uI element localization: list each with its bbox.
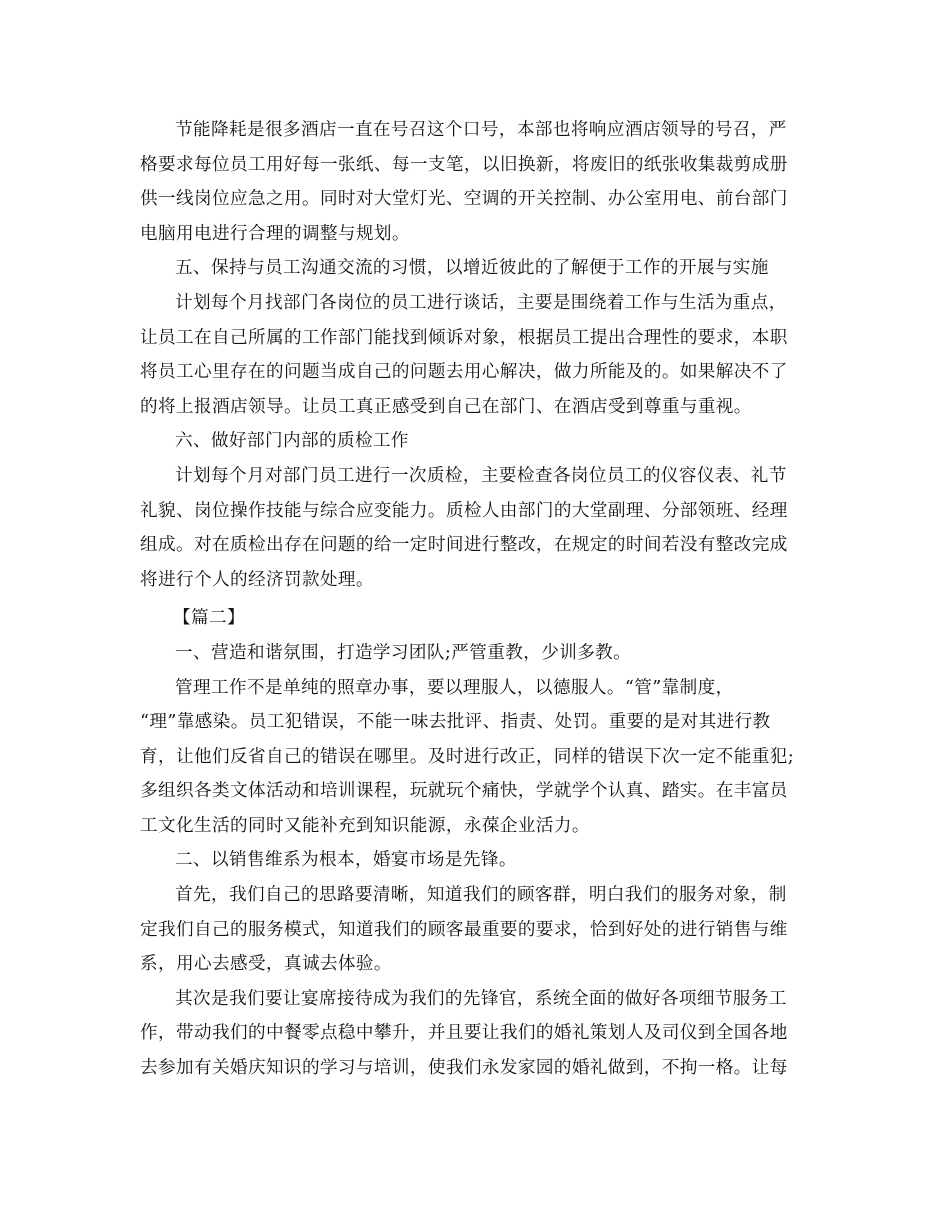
section-label-text: 【篇二】 xyxy=(173,608,245,629)
paragraph-second xyxy=(140,982,815,1086)
heading-text: 一、营造和谐氛围，打造学习团队;严管重教，少训多教。 xyxy=(175,642,632,663)
heading-quality-check xyxy=(140,424,815,459)
document-body xyxy=(140,113,815,1086)
text-line: 供一线岗位应急之用。同时对大堂灯光、空调的开关控制、办公室用电、前台部门 xyxy=(140,189,788,210)
text-line: 礼貌、岗位操作技能与综合应变能力。质检人由部门的大堂副理、分部领班、经理 xyxy=(140,500,788,521)
text-line: 节能降耗是很多酒店一直在号召这个口号，本部也将响应酒店领导的号召，严 xyxy=(175,120,787,140)
text-line: 去参加有关婚庆知识的学习与培训，使我们永发家园的婚礼做到，不拘一格。让每 xyxy=(140,1058,788,1079)
text-line: 管理工作不是单纯的照章办事，要以理服人，以德服人。“管”靠制度， xyxy=(175,677,734,698)
text-line: 组成。对在质检出存在问题的给一定时间进行整改，在规定的时间若没有整改完成 xyxy=(140,535,788,556)
text-line: 格要求每位员工用好每一张纸、每一支笔，以旧换新，将废旧的纸张收集裁剪成册 xyxy=(140,154,788,175)
text-line: 系，用心去感受，真诚去体验。 xyxy=(140,954,392,975)
paragraph-staff-talks xyxy=(140,286,815,424)
text-line: 计划每个月找部门各岗位的员工进行谈话，主要是围绕着工作与生活为重点， xyxy=(175,292,787,313)
paragraph-management xyxy=(140,671,815,844)
text-line: 其次是我们要让宴席接待成为我们的先锋官，系统全面的做好各项细节服务工 xyxy=(175,988,787,1009)
heading-text: 六、做好部门内部的质检工作 xyxy=(175,431,409,452)
heading-text: 五、保持与员工沟通交流的习惯，以增近彼此的了解便于工作的开展与实施 xyxy=(175,258,769,279)
text-line: 计划每个月对部门员工进行一次质检，主要检查各岗位员工的仪容仪表、礼节 xyxy=(175,465,787,486)
text-line: 电脑用电进行合理的调整与规划。 xyxy=(140,223,410,244)
text-line: 育，让他们反省自己的错误在哪里。及时进行改正，同样的错误下次一定不能重犯; xyxy=(140,746,795,767)
text-line: “理”靠感染。员工犯错误，不能一味去批评、指责、处罚。重要的是对其进行教 xyxy=(140,712,771,733)
text-line: 工文化生活的同时又能补充到知识能源，永葆企业活力。 xyxy=(140,815,590,836)
heading-communication xyxy=(140,251,815,286)
text-line: 将进行个人的经济罚款处理。 xyxy=(140,569,374,590)
text-line: 的将上报酒店领导。让员工真正感受到自己在部门、在酒店受到尊重与重视。 xyxy=(140,396,752,417)
paragraph-first xyxy=(140,878,815,982)
paragraph-energy-saving xyxy=(140,113,815,251)
section-label xyxy=(140,601,815,636)
text-line: 将员工心里存在的问题当成自己的问题去用心解决，做力所能及的。如果解决不了 xyxy=(140,362,788,383)
paragraph-quality-check xyxy=(140,459,815,597)
heading-harmony xyxy=(140,636,815,671)
heading-text: 二、以销售维系为根本，婚宴市场是先锋。 xyxy=(175,850,517,871)
heading-sales xyxy=(140,843,815,878)
text-line: 定我们自己的服务模式，知道我们的顾客最重要的要求，恰到好处的进行销售与维 xyxy=(140,919,788,940)
text-line: 多组织各类文体活动和培训课程，玩就玩个痛快，学就学个认真、踏实。在丰富员 xyxy=(140,781,788,802)
text-line: 作，带动我们的中餐零点稳中攀升，并且要让我们的婚礼策划人及司仪到全国各地 xyxy=(140,1023,788,1044)
text-line: 让员工在自己所属的工作部门能找到倾诉对象，根据员工提出合理性的要求，本职 xyxy=(140,327,788,348)
text-line: 首先，我们自己的思路要清晰，知道我们的顾客群，明白我们的服务对象，制 xyxy=(175,885,787,906)
